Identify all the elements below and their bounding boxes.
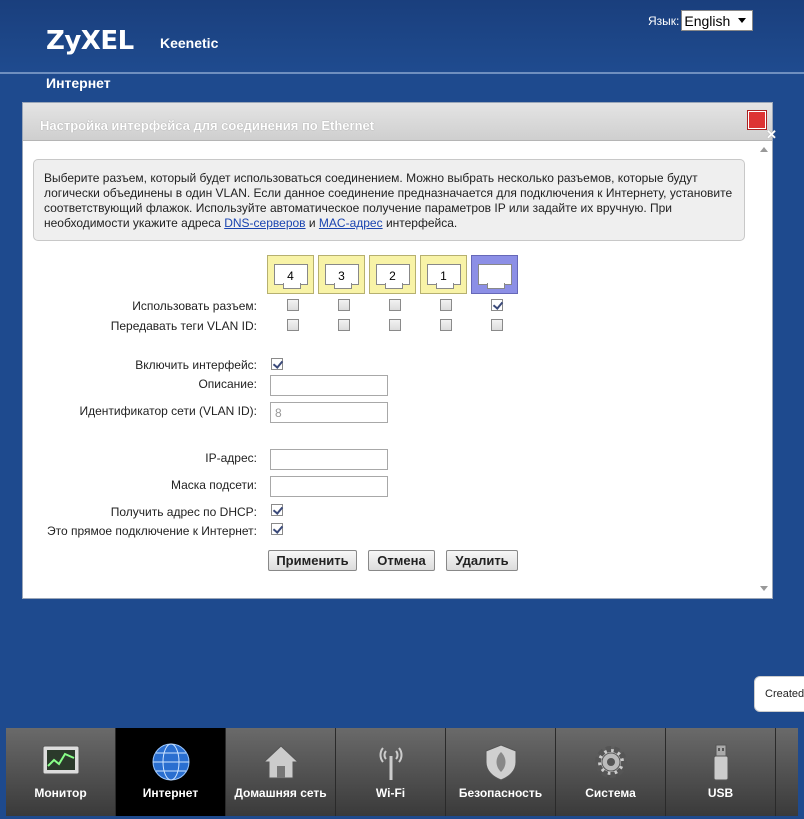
dialog-scrollbar[interactable] bbox=[757, 143, 770, 595]
scroll-down-icon[interactable] bbox=[760, 586, 768, 591]
direct-connection-label: Это прямое подключение к Интернет: bbox=[46, 524, 257, 538]
nav-home-network[interactable] bbox=[226, 728, 336, 816]
subnet-mask-label: Маска подсети: bbox=[170, 478, 257, 492]
port-3[interactable] bbox=[318, 255, 365, 294]
info-text: Выберите разъем, который будет использоваться соединением. Можно выбрать несколько разъемов, которые будут логически объединены в один VLAN. Если данное соединение предназначается для подключения к Интернету, установите соответствующий флажок. Используйте автоматическое получение параметров IP или задайте их вручную. При необходимости укажите адреса bbox=[44, 171, 733, 230]
monitor-icon bbox=[41, 742, 81, 782]
language-label: Язык: bbox=[648, 13, 680, 28]
language-selector bbox=[648, 10, 753, 31]
nav-label: USB bbox=[707, 786, 734, 800]
port-1[interactable] bbox=[420, 255, 467, 294]
use-port-1-checkbox[interactable] bbox=[440, 299, 452, 311]
info-box bbox=[33, 159, 745, 241]
header-divider bbox=[0, 72, 804, 74]
zyxel-logo: ZyXEL bbox=[46, 26, 134, 56]
created-tab[interactable]: Created bbox=[754, 676, 804, 712]
vlan-id-label: Идентификатор сети (VLAN ID): bbox=[79, 404, 257, 418]
nav-label: Монитор bbox=[34, 786, 87, 800]
language-value: English bbox=[684, 12, 731, 29]
dialog-titlebar bbox=[23, 103, 777, 142]
product-name: Keenetic bbox=[160, 35, 219, 51]
use-port-wan-checkbox[interactable] bbox=[491, 299, 503, 311]
wifi-antenna-icon bbox=[371, 742, 411, 782]
nav-label: Домашняя сеть bbox=[234, 786, 327, 800]
port-number: 3 bbox=[338, 269, 345, 283]
port-2[interactable] bbox=[369, 255, 416, 294]
bottom-navigation bbox=[6, 728, 798, 816]
close-icon: ✕ bbox=[766, 127, 777, 142]
chevron-down-icon bbox=[738, 18, 746, 23]
use-port-label: Использовать разъем: bbox=[132, 299, 257, 313]
home-icon bbox=[261, 742, 301, 782]
nav-label: Безопасность bbox=[458, 786, 543, 800]
apply-button[interactable]: Применить bbox=[268, 550, 357, 571]
ip-address-input[interactable] bbox=[270, 449, 388, 470]
globe-icon bbox=[151, 742, 191, 782]
vlan-tags-label: Передавать теги VLAN ID: bbox=[110, 319, 257, 333]
nav-internet[interactable] bbox=[116, 728, 226, 816]
ethernet-port-icon bbox=[478, 264, 512, 285]
cancel-button[interactable]: Отмена bbox=[368, 550, 435, 571]
info-text-end: интерфейса. bbox=[382, 216, 458, 230]
port-number: 4 bbox=[287, 269, 294, 283]
port-number: 2 bbox=[389, 269, 396, 283]
language-select[interactable] bbox=[681, 10, 753, 31]
vlan-tag-3-checkbox[interactable] bbox=[338, 319, 350, 331]
vlan-tag-4-checkbox[interactable] bbox=[287, 319, 299, 331]
subnet-mask-input[interactable] bbox=[270, 476, 388, 497]
shield-icon bbox=[481, 742, 521, 782]
gear-icon bbox=[591, 742, 631, 782]
page-title: Интернет bbox=[46, 75, 111, 91]
use-port-3-checkbox[interactable] bbox=[338, 299, 350, 311]
vlan-id-input[interactable]: 8 bbox=[270, 402, 388, 423]
enable-interface-checkbox[interactable] bbox=[271, 358, 283, 370]
vlan-tag-2-checkbox[interactable] bbox=[389, 319, 401, 331]
port-number: 1 bbox=[440, 269, 447, 283]
vlan-tag-1-checkbox[interactable] bbox=[440, 319, 452, 331]
nav-wifi[interactable] bbox=[336, 728, 446, 816]
dhcp-label: Получить адрес по DHCP: bbox=[110, 505, 257, 519]
info-text-and: и bbox=[305, 216, 319, 230]
delete-button[interactable]: Удалить bbox=[446, 550, 518, 571]
usb-icon bbox=[701, 742, 741, 782]
use-port-4-checkbox[interactable] bbox=[287, 299, 299, 311]
nav-label: Wi-Fi bbox=[375, 786, 406, 800]
direct-connection-checkbox[interactable] bbox=[271, 523, 283, 535]
ip-address-label: IP-адрес: bbox=[205, 451, 257, 465]
dns-servers-link[interactable]: DNS-серверов bbox=[224, 216, 306, 230]
nav-system[interactable] bbox=[556, 728, 666, 816]
close-button[interactable] bbox=[748, 111, 777, 142]
description-input[interactable] bbox=[270, 375, 388, 396]
nav-usb[interactable] bbox=[666, 728, 776, 816]
nav-monitor[interactable] bbox=[6, 728, 116, 816]
enable-interface-label: Включить интерфейс: bbox=[135, 358, 257, 372]
ethernet-settings-dialog bbox=[22, 102, 777, 599]
nav-label: Система bbox=[585, 786, 636, 800]
dialog-title: Настройка интерфейса для соединения по Ethernet bbox=[40, 118, 375, 133]
use-port-2-checkbox[interactable] bbox=[389, 299, 401, 311]
port-wan[interactable] bbox=[471, 255, 518, 294]
header bbox=[0, 0, 804, 72]
nav-label: Интернет bbox=[142, 786, 199, 800]
vlan-tag-wan-checkbox[interactable] bbox=[491, 319, 503, 331]
scroll-up-icon[interactable] bbox=[760, 147, 768, 152]
port-diagram bbox=[267, 255, 518, 294]
mac-address-link[interactable]: MAC-адрес bbox=[318, 216, 383, 230]
nav-security[interactable] bbox=[446, 728, 556, 816]
port-4[interactable] bbox=[267, 255, 314, 294]
description-label: Описание: bbox=[198, 377, 257, 391]
dhcp-checkbox[interactable] bbox=[271, 504, 283, 516]
